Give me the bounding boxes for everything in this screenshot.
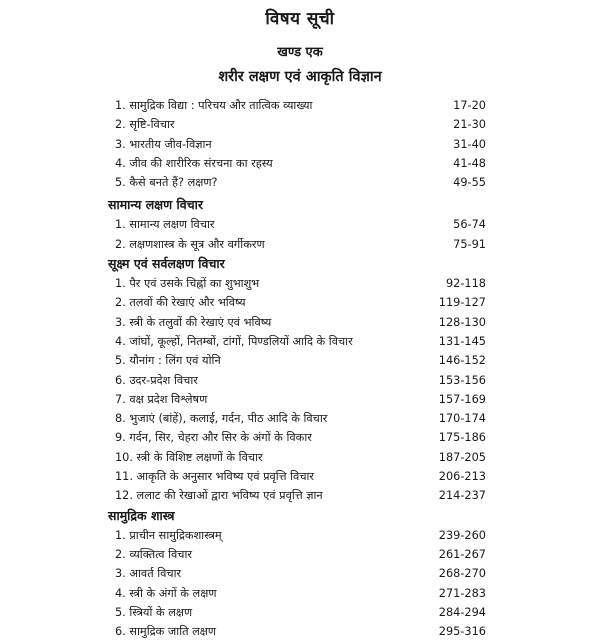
- toc-entry-pages: 268-270: [438, 567, 486, 581]
- toc-entry-label: 4. जांघों, कूल्हों, नितम्बों, टांगों, पिण्डलियों आदि के विचार: [115, 334, 353, 348]
- toc-entry-label: 5. यौनांग : लिंग एवं योनि: [115, 354, 221, 368]
- toc-entry-pages: 271-283: [438, 586, 486, 600]
- toc-entry: [0, 313, 600, 332]
- toc-entry-pages: 175-186: [438, 431, 486, 445]
- section-heading: सामान्य लक्षण विचार: [108, 197, 203, 213]
- toc-entry-label: 2. व्यक्तित्व विचार: [115, 547, 192, 561]
- toc-entry: [0, 371, 600, 390]
- section-heading: सूक्ष्म एवं सर्वलक्षण विचार: [108, 256, 225, 272]
- toc-entry-label: 4. जीव की शारीरिक संरचना का रहस्य: [115, 156, 273, 170]
- toc-entry-pages: 75-91: [453, 237, 486, 251]
- toc-entry: [0, 351, 600, 370]
- toc-entry-pages: 239-260: [438, 528, 486, 542]
- section-heading: सामुद्रिक शास्त्र: [108, 507, 175, 523]
- toc-entry-pages: 295-316: [438, 625, 486, 639]
- toc-entry-pages: 41-48: [453, 156, 486, 170]
- toc-entry-pages: 157-169: [438, 392, 486, 406]
- toc-entry: [0, 564, 600, 583]
- toc-entry: [0, 173, 600, 192]
- table-of-contents: [0, 96, 600, 641]
- toc-entry-label: 2. तलवों की रेखाएं और भविष्य: [115, 296, 246, 310]
- toc-entry-pages: 31-40: [453, 137, 486, 151]
- toc-entry: [0, 135, 600, 154]
- toc-entry-pages: 21-30: [453, 118, 486, 132]
- toc-entry-label: 12. ललाट की रेखाओं द्वारा भविष्य एवं प्रवृत्ति ज्ञान: [115, 489, 323, 503]
- toc-entry: [0, 293, 600, 312]
- toc-entry-pages: 261-267: [438, 547, 486, 561]
- toc-entry-label: 1. प्राचीन सामुद्रिकशास्त्रम्: [115, 528, 222, 542]
- toc-entry: [0, 428, 600, 447]
- toc-entry: [0, 115, 600, 134]
- toc-entry-label: 3. स्त्री के तलुवों की रेखाएं एवं भविष्य: [115, 315, 272, 329]
- toc-entry-label: 1. पैर एवं उसके चिह्नों का शुभाशुभ: [115, 277, 260, 291]
- toc-entry: [0, 96, 600, 115]
- toc-entry-label: 6. उदर-प्रदेश विचार: [115, 373, 198, 387]
- toc-entry-label: 5. स्त्रियों के लक्षण: [115, 605, 193, 619]
- toc-entry: [0, 235, 600, 254]
- toc-entry-label: 7. वक्ष प्रदेश विश्लेषण: [115, 392, 208, 406]
- toc-entry-label: 4. स्त्री के अंगों के लक्षण: [115, 586, 217, 600]
- toc-entry: [0, 545, 600, 564]
- toc-entry-label: 9. गर्दन, सिर, चेहरा और सिर के अंगों के विकार: [115, 431, 312, 445]
- toc-entry: [0, 390, 600, 409]
- toc-entry-label: 3. आवर्त विचार: [115, 567, 182, 581]
- toc-entry: [0, 215, 600, 234]
- part-heading: खण्ड एक: [277, 45, 323, 60]
- toc-entry: [0, 274, 600, 293]
- toc-entry: [0, 467, 600, 486]
- toc-entry-label: 6. सामुद्रिक जाति लक्षण: [115, 625, 217, 639]
- toc-entry-pages: 17-20: [453, 99, 486, 112]
- toc-entry-pages: 131-145: [438, 334, 486, 348]
- toc-entry-label: 2. लक्षणशास्त्र के सूत्र और वर्गीकरण: [115, 237, 265, 251]
- toc-entry: [0, 154, 600, 173]
- part-subtitle: शरीर लक्षण एवं आकृति विज्ञान: [218, 69, 382, 85]
- toc-entry-label: 2. सृष्टि-विचार: [115, 118, 175, 132]
- toc-entry-label: 1. सामुद्रिक विद्या : परिचय और तात्विक व्याख्या: [115, 99, 313, 112]
- toc-entry-pages: 49-55: [453, 176, 486, 190]
- toc-entry-label: 10. स्त्री के विशिष्ट लक्षणों के विचार: [115, 450, 263, 464]
- toc-entry-pages: 128-130: [438, 315, 486, 329]
- toc-entry-pages: 187-205: [438, 450, 486, 464]
- toc-entry-pages: 214-237: [438, 489, 486, 503]
- toc-entry-pages: 92-118: [445, 277, 486, 291]
- toc-entry: [0, 486, 600, 505]
- toc-entry-pages: 153-156: [438, 373, 486, 387]
- toc-entry: [0, 448, 600, 467]
- toc-entry: [0, 332, 600, 351]
- toc-entry: [0, 409, 600, 428]
- toc-entry-pages: 206-213: [438, 470, 486, 484]
- toc-entry-pages: 146-152: [438, 354, 486, 368]
- toc-entry: [0, 603, 600, 622]
- toc-entry-pages: 56-74: [453, 218, 486, 232]
- toc-entry: [0, 622, 600, 641]
- toc-entry-pages: 170-174: [438, 412, 486, 426]
- page-title: विषय सूची: [265, 9, 335, 29]
- toc-entry: [0, 526, 600, 545]
- toc-entry-label: 1. सामान्य लक्षण विचार: [115, 218, 215, 232]
- toc-entry-pages: 119-127: [438, 296, 486, 310]
- toc-entry-pages: 284-294: [438, 605, 486, 619]
- toc-entry-label: 5. कैसे बनते हैं? लक्षण?: [115, 176, 218, 190]
- toc-entry-label: 11. आकृति के अनुसार भविष्य एवं प्रवृत्ति विचार: [115, 470, 315, 484]
- toc-entry-label: 3. भारतीय जीव-विज्ञान: [115, 137, 212, 151]
- toc-entry-label: 8. भुजाएं (बांहें), कलाई, गर्दन, पीठ आदि के विचार: [115, 412, 328, 426]
